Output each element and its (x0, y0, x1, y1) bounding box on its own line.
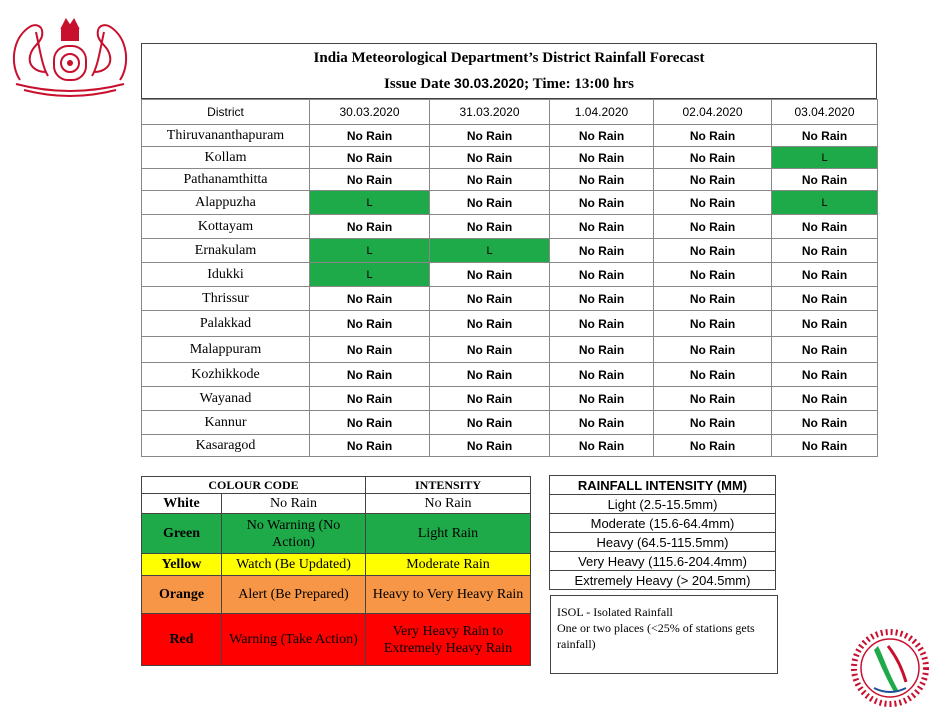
table-row (142, 387, 878, 411)
forecast-cell: No Rain (654, 287, 772, 311)
forecast-cell: No Rain (430, 169, 550, 191)
forecast-cell: No Rain (430, 311, 550, 337)
forecast-cell: No Rain (772, 263, 878, 287)
table-row (142, 287, 878, 311)
forecast-cell: No Rain (310, 147, 430, 169)
colour-code-table (141, 476, 531, 666)
forecast-cell: No Rain (310, 435, 430, 457)
isol-definition: ISOL - Isolated Rainfall (557, 605, 673, 619)
isol-description: One or two places (<25% of stations gets rainfall) (557, 621, 755, 651)
district-name: Kannur (142, 411, 310, 435)
forecast-cell: No Rain (310, 311, 430, 337)
district-name: Idukki (142, 263, 310, 287)
intensity-range: Heavy (64.5-115.5mm) (550, 533, 776, 552)
date-column-header: 02.04.2020 (654, 100, 772, 125)
forecast-cell: No Rain (654, 337, 772, 363)
intensity-row (550, 552, 776, 571)
table-row (142, 337, 878, 363)
ksdma-logo-icon (848, 628, 932, 708)
forecast-cell: No Rain (550, 191, 654, 215)
colour-intensity: No Rain (366, 494, 531, 514)
forecast-cell: No Rain (772, 215, 878, 239)
forecast-cell: No Rain (310, 125, 430, 147)
colour-meaning: Watch (Be Updated) (222, 554, 366, 576)
district-column-header: District (142, 100, 310, 125)
forecast-cell: No Rain (310, 169, 430, 191)
intensity-range: Extremely Heavy (> 204.5mm) (550, 571, 776, 590)
forecast-cell: No Rain (310, 387, 430, 411)
forecast-cell: No Rain (772, 411, 878, 435)
district-name: Kottayam (142, 215, 310, 239)
forecast-cell: No Rain (430, 215, 550, 239)
issue-line (142, 75, 876, 93)
table-row (142, 263, 878, 287)
forecast-header-row (142, 100, 878, 125)
table-row (142, 125, 878, 147)
district-name: Kasaragod (142, 435, 310, 457)
forecast-cell: L (772, 147, 878, 169)
forecast-cell: No Rain (654, 147, 772, 169)
colour-intensity: Moderate Rain (366, 554, 531, 576)
colour-name: Yellow (142, 554, 222, 576)
forecast-cell: No Rain (772, 387, 878, 411)
forecast-cell: No Rain (654, 169, 772, 191)
colour-meaning: Warning (Take Action) (222, 614, 366, 666)
forecast-cell: No Rain (654, 435, 772, 457)
date-column-header: 31.03.2020 (430, 100, 550, 125)
forecast-cell: No Rain (772, 287, 878, 311)
issue-time: ; Time: 13:00 hrs (524, 76, 634, 92)
colour-name: Red (142, 614, 222, 666)
forecast-cell: L (430, 239, 550, 263)
forecast-cell: L (772, 191, 878, 215)
colour-meaning: No Rain (222, 494, 366, 514)
forecast-cell: No Rain (310, 215, 430, 239)
district-name: Alappuzha (142, 191, 310, 215)
forecast-cell: No Rain (654, 363, 772, 387)
table-row (142, 191, 878, 215)
colour-intensity: Light Rain (366, 514, 531, 554)
rainfall-intensity-table (549, 475, 776, 590)
table-row (142, 311, 878, 337)
district-name: Pathanamthitta (142, 169, 310, 191)
table-row (142, 169, 878, 191)
forecast-cell: No Rain (550, 215, 654, 239)
forecast-cell: No Rain (654, 125, 772, 147)
forecast-cell: No Rain (430, 387, 550, 411)
district-name: Kollam (142, 147, 310, 169)
colour-meaning: No Warning (No Action) (222, 514, 366, 554)
forecast-cell: No Rain (772, 311, 878, 337)
forecast-cell: L (310, 263, 430, 287)
table-row (142, 411, 878, 435)
colour-intensity: Very Heavy Rain to Extremely Heavy Rain (366, 614, 531, 666)
forecast-cell: No Rain (654, 191, 772, 215)
forecast-cell: No Rain (310, 337, 430, 363)
colour-name: Green (142, 514, 222, 554)
date-column-header: 03.04.2020 (772, 100, 878, 125)
forecast-cell: No Rain (550, 311, 654, 337)
district-name: Malappuram (142, 337, 310, 363)
intensity-header: INTENSITY (366, 477, 531, 494)
intensity-row (550, 514, 776, 533)
district-name: Kozhikkode (142, 363, 310, 387)
forecast-cell: No Rain (772, 125, 878, 147)
forecast-cell: No Rain (654, 411, 772, 435)
colour-code-row (142, 614, 531, 666)
forecast-cell: No Rain (310, 411, 430, 435)
forecast-cell: No Rain (654, 215, 772, 239)
forecast-cell: No Rain (772, 337, 878, 363)
district-name: Wayanad (142, 387, 310, 411)
kerala-emblem-icon (6, 10, 134, 106)
forecast-cell: No Rain (550, 337, 654, 363)
forecast-cell: L (310, 191, 430, 215)
forecast-cell: No Rain (550, 363, 654, 387)
forecast-cell: No Rain (550, 125, 654, 147)
date-column-header: 30.03.2020 (310, 100, 430, 125)
intensity-row (550, 571, 776, 590)
intensity-range: Moderate (15.6-64.4mm) (550, 514, 776, 533)
forecast-cell: No Rain (550, 287, 654, 311)
forecast-cell: No Rain (772, 169, 878, 191)
forecast-cell: L (310, 239, 430, 263)
forecast-cell: No Rain (430, 125, 550, 147)
forecast-cell: No Rain (310, 363, 430, 387)
colour-name: Orange (142, 576, 222, 614)
forecast-cell: No Rain (430, 337, 550, 363)
table-row (142, 435, 878, 457)
colour-intensity: Heavy to Very Heavy Rain (366, 576, 531, 614)
date-column-header: 1.04.2020 (550, 100, 654, 125)
forecast-cell: No Rain (310, 287, 430, 311)
isol-note (550, 595, 778, 674)
colour-meaning: Alert (Be Prepared) (222, 576, 366, 614)
forecast-cell: No Rain (550, 169, 654, 191)
district-name: Thiruvananthapuram (142, 125, 310, 147)
forecast-cell: No Rain (430, 263, 550, 287)
forecast-cell: No Rain (654, 239, 772, 263)
colour-name: White (142, 494, 222, 514)
forecast-cell: No Rain (430, 147, 550, 169)
forecast-cell: No Rain (550, 411, 654, 435)
forecast-cell: No Rain (550, 147, 654, 169)
district-name: Palakkad (142, 311, 310, 337)
issue-date: 30.03.2020 (454, 75, 525, 91)
forecast-cell: No Rain (550, 239, 654, 263)
forecast-cell: No Rain (430, 287, 550, 311)
forecast-cell: No Rain (430, 411, 550, 435)
forecast-cell: No Rain (430, 435, 550, 457)
forecast-cell: No Rain (772, 363, 878, 387)
forecast-cell: No Rain (654, 263, 772, 287)
colour-code-row (142, 554, 531, 576)
table-row (142, 215, 878, 239)
forecast-cell: No Rain (654, 387, 772, 411)
report-title: India Meteorological Department’s District Rainfall Forecast (313, 50, 705, 66)
forecast-cell: No Rain (430, 363, 550, 387)
intensity-range: Very Heavy (115.6-204.4mm) (550, 552, 776, 571)
forecast-cell: No Rain (430, 191, 550, 215)
table-row (142, 239, 878, 263)
rainfall-intensity-title: RAINFALL INTENSITY (MM) (550, 476, 776, 495)
district-name: Ernakulam (142, 239, 310, 263)
intensity-row (550, 533, 776, 552)
colour-code-row (142, 494, 531, 514)
colour-code-header: COLOUR CODE (142, 477, 366, 494)
intensity-row (550, 495, 776, 514)
district-name: Thrissur (142, 287, 310, 311)
forecast-table (141, 99, 878, 457)
forecast-cell: No Rain (550, 435, 654, 457)
issue-label: Issue Date (384, 76, 451, 92)
forecast-cell: No Rain (772, 239, 878, 263)
intensity-range: Light (2.5-15.5mm) (550, 495, 776, 514)
colour-code-row (142, 514, 531, 554)
table-row (142, 147, 878, 169)
colour-code-row (142, 576, 531, 614)
forecast-cell: No Rain (550, 263, 654, 287)
forecast-cell: No Rain (772, 435, 878, 457)
report-header (141, 43, 877, 99)
forecast-cell: No Rain (654, 311, 772, 337)
table-row (142, 363, 878, 387)
forecast-cell: No Rain (550, 387, 654, 411)
